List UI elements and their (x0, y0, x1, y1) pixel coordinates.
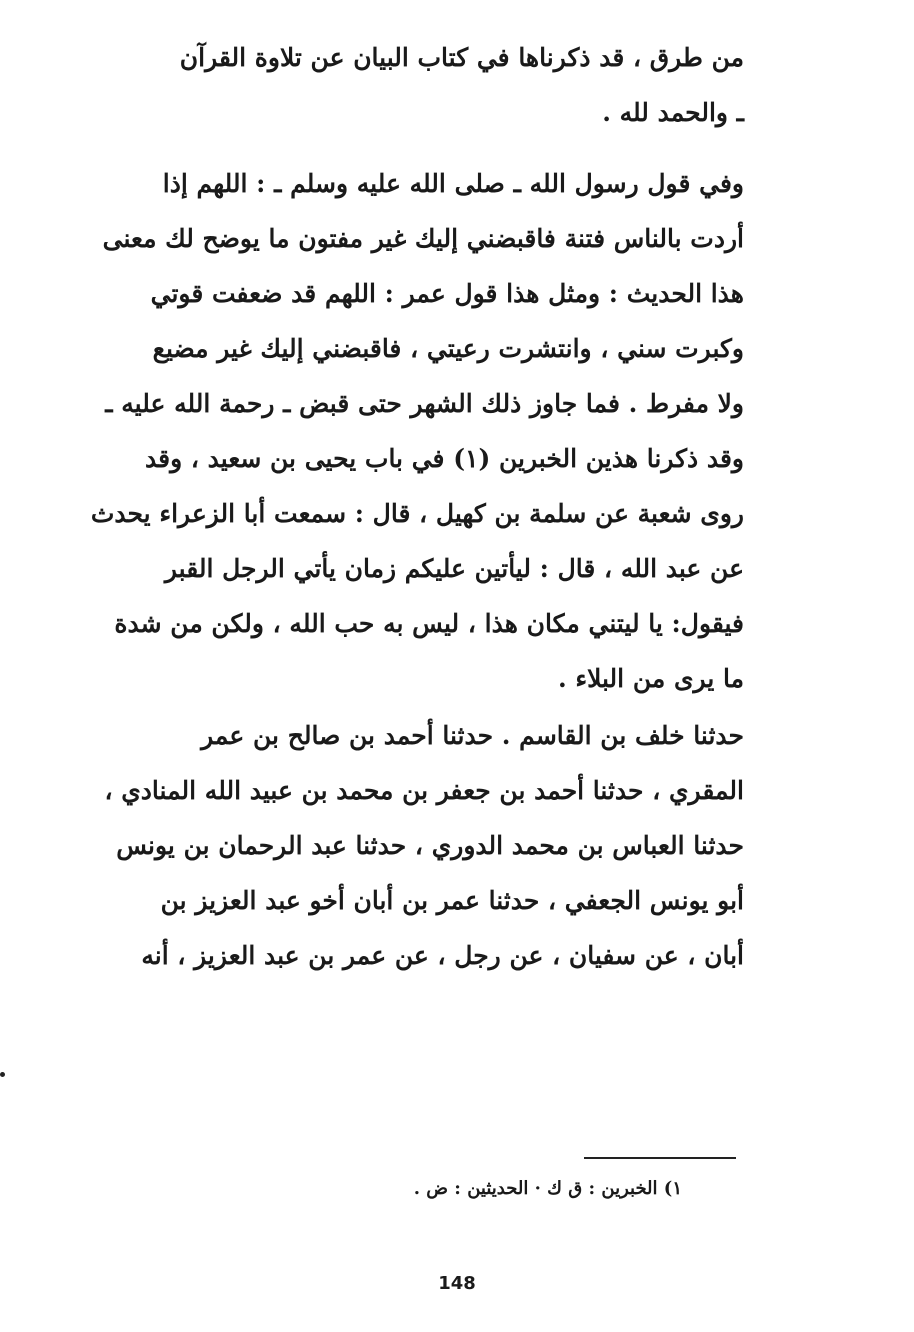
footnote: ١) الخبرين : ق ك · الحديثين : ض . (413, 1178, 682, 1199)
text-line: حدثنا خلف بن القاسم . حدثنا أحمد بن صالح بن عمر (201, 721, 744, 750)
scan-speck (0, 1072, 5, 1077)
page-number: 148 (438, 1273, 476, 1294)
text-line: ما يرى من البلاء . (557, 664, 744, 693)
text-line: ولا مفرط . فما جاوز ذلك الشهر حتى قبض ـ رحمة الله عليه ـ (105, 389, 744, 418)
paragraph-1 (104, 30, 744, 140)
text-line: روى شعبة عن سلمة بن كهيل ، قال : سمعت أبا الزعراء يحدث (90, 499, 744, 528)
text-line: ـ والحمد لله . (602, 98, 744, 127)
paragraph-3 (104, 708, 744, 983)
text-line: حدثنا العباس بن محمد الدوري ، حدثنا عبد الرحمان بن يونس (116, 831, 744, 860)
text-line: من طرق ، قد ذكرناها في كتاب البيان عن تلاوة القرآن (179, 43, 744, 72)
text-line: أردت بالناس فتنة فاقبضني إليك غير مفتون ما يوضح لك معنى (102, 224, 744, 253)
text-line: فيقول: يا ليتني مكان هذا ، ليس به حب الله ، ولكن من شدة (114, 609, 744, 638)
text-line: هذا الحديث : ومثل هذا قول عمر : اللهم قد ضعفت قوتي (150, 279, 744, 308)
text-line: عن عبد الله ، قال : ليأتين عليكم زمان يأتي الرجل القبر (164, 554, 744, 583)
text-line: وفي قول رسول الله ـ صلى الله عليه وسلم ـ : اللهم إذا (162, 169, 744, 198)
text-line: أبان ، عن سفيان ، عن رجل ، عن عمر بن عبد العزيز ، أنه (141, 941, 744, 970)
text-line: وقد ذكرنا هذين الخبرين (١) في باب يحيى بن سعيد ، وقد (145, 444, 744, 473)
footnote-divider (584, 1157, 736, 1159)
text-line: وكبرت سني ، وانتشرت رعيتي ، فاقبضني إليك غير مضيع (152, 334, 744, 363)
text-line: المقري ، حدثنا أحمد بن جعفر بن محمد بن عبيد الله المنادي ، (104, 776, 744, 805)
paragraph-2 (90, 156, 744, 706)
text-line: أبو يونس الجعفي ، حدثنا عمر بن أبان أخو عبد العزيز بن (160, 886, 744, 915)
